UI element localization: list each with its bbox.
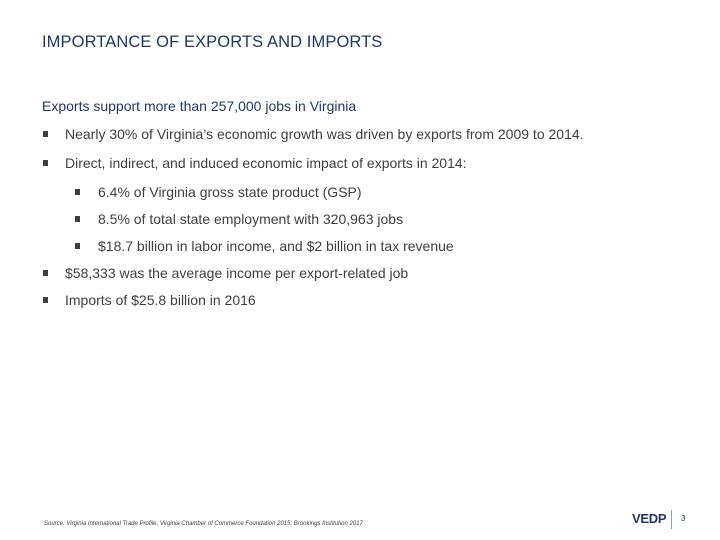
bullet-list: [42, 126, 682, 309]
bullet-text: $58,333 was the average income per export-related job: [65, 265, 409, 281]
bullet-text: Nearly 30% of Virginia’s economic growth was driven by exports from 2009 to 2014.: [65, 126, 584, 142]
square-bullet-icon: [43, 297, 48, 303]
page-number: 3: [681, 514, 686, 523]
footer-divider: [671, 510, 672, 529]
square-bullet-icon: [43, 270, 48, 276]
square-bullet-icon: [43, 131, 48, 137]
vedp-logo: VEDP: [632, 511, 667, 526]
square-bullet-icon: [43, 160, 48, 166]
slide-title: IMPORTANCE OF EXPORTS AND IMPORTS: [42, 33, 383, 51]
sub-bullet-item: [75, 238, 682, 255]
square-bullet-icon: [75, 216, 80, 222]
bullet-text: Imports of $25.8 billion in 2016: [65, 292, 256, 308]
slide-subtitle: Exports support more than 257,000 jobs in Virginia: [42, 98, 357, 114]
sub-bullet-text: 6.4% of Virginia gross state product (GSP): [98, 184, 362, 200]
bullet-item: [42, 155, 682, 172]
sub-bullet-item: [75, 184, 682, 201]
bullet-item: [42, 126, 682, 143]
sub-bullet-item: [75, 211, 682, 228]
bullet-item: [42, 265, 682, 282]
bullet-text: Direct, indirect, and induced economic impact of exports in 2014:: [65, 155, 467, 171]
bullet-item: [42, 292, 682, 309]
sub-bullet-text: $18.7 billion in labor income, and $2 billion in tax revenue: [98, 238, 454, 254]
sub-bullet-text: 8.5% of total state employment with 320,963 jobs: [98, 211, 404, 227]
square-bullet-icon: [75, 243, 80, 249]
source-citation: Source: Virginia International Trade Profile, Virginia Chamber of Commerce Foundation 2015; Brookings Institution 2017: [44, 521, 363, 527]
square-bullet-icon: [75, 189, 80, 195]
